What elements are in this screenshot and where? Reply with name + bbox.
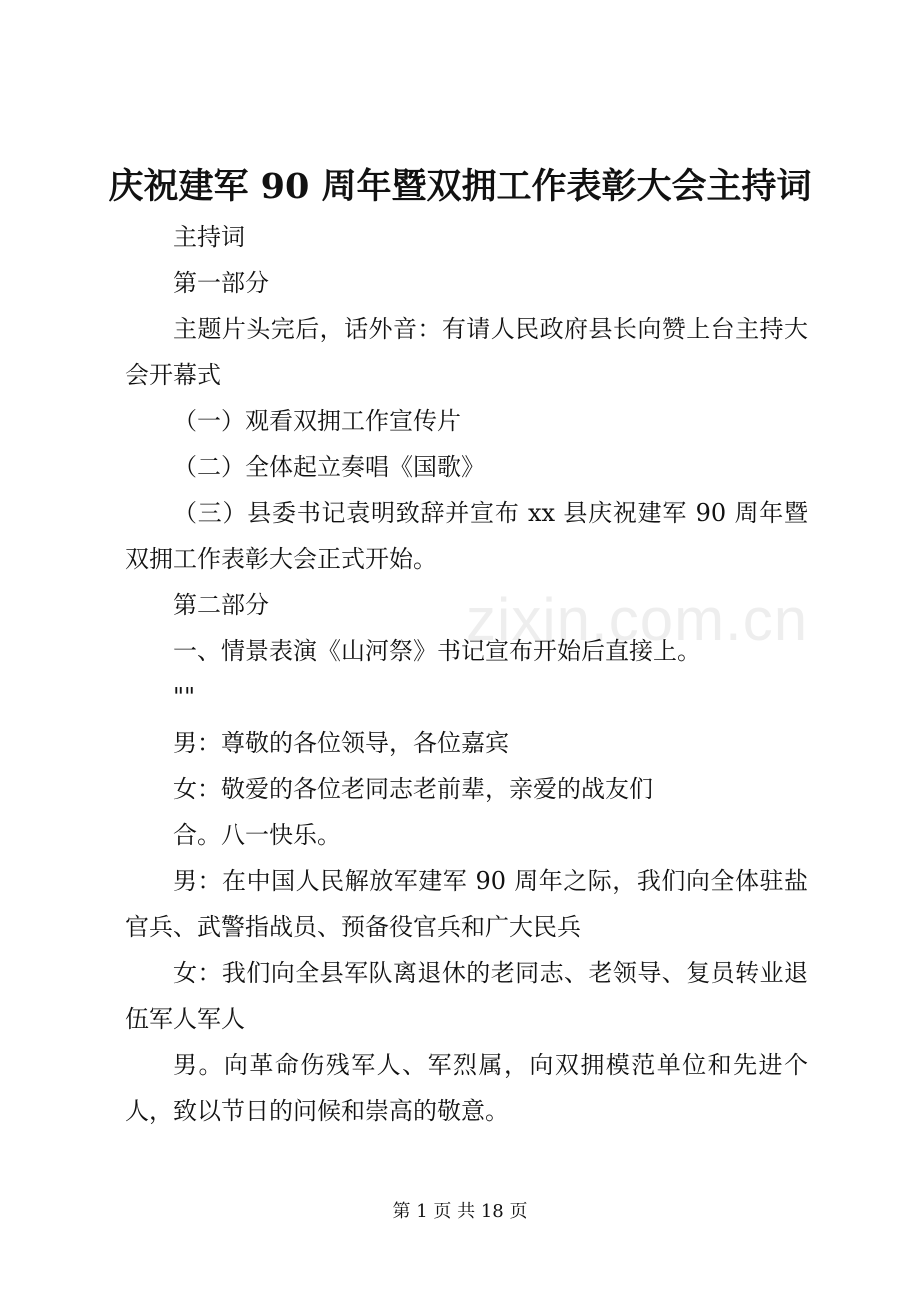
document-body <box>125 214 808 1134</box>
paragraph: 女：敬爱的各位老同志老前辈，亲爱的战友们 <box>173 775 653 803</box>
paragraph: 男：尊敬的各位领导，各位嘉宾 <box>173 729 509 757</box>
paragraph: （三）县委书记袁明致辞并宣布 xx 县庆祝建军 90 周年暨双拥工作表彰大会正式开始。 <box>125 499 808 573</box>
paragraph: 女：我们向全县军队离退休的老同志、老领导、复员转业退伍军人军人 <box>125 959 808 1033</box>
paragraph: 主持词 <box>173 223 245 251</box>
paragraph: （二）全体起立奏唱《国歌》 <box>173 453 485 481</box>
document-title: 庆祝建军 90 周年暨双拥工作表彰大会主持词 <box>108 166 812 207</box>
paragraph: 第二部分 <box>173 591 269 619</box>
page-footer: 第 1 页 共 18 页 <box>392 1201 528 1222</box>
watermark: zixin.com.cn <box>466 586 809 653</box>
paragraph: 男。向革命伤残军人、军烈属，向双拥模范单位和先进个人，致以节日的问候和崇高的敬意。 <box>125 1051 808 1125</box>
paragraph: "" <box>173 683 196 711</box>
paragraph: （一）观看双拥工作宣传片 <box>173 407 461 435</box>
paragraph: 一、情景表演《山河祭》书记宣布开始后直接上。 <box>173 637 701 665</box>
paragraph: 主题片头完后，话外音：有请人民政府县长向赞上台主持大会开幕式 <box>125 315 808 389</box>
paragraph: 第一部分 <box>173 269 269 297</box>
paragraph: 男：在中国人民解放军建军 90 周年之际，我们向全体驻盐官兵、武警指战员、预备役官兵和广大民兵 <box>125 867 808 941</box>
paragraph: 合。八一快乐。 <box>173 821 341 849</box>
